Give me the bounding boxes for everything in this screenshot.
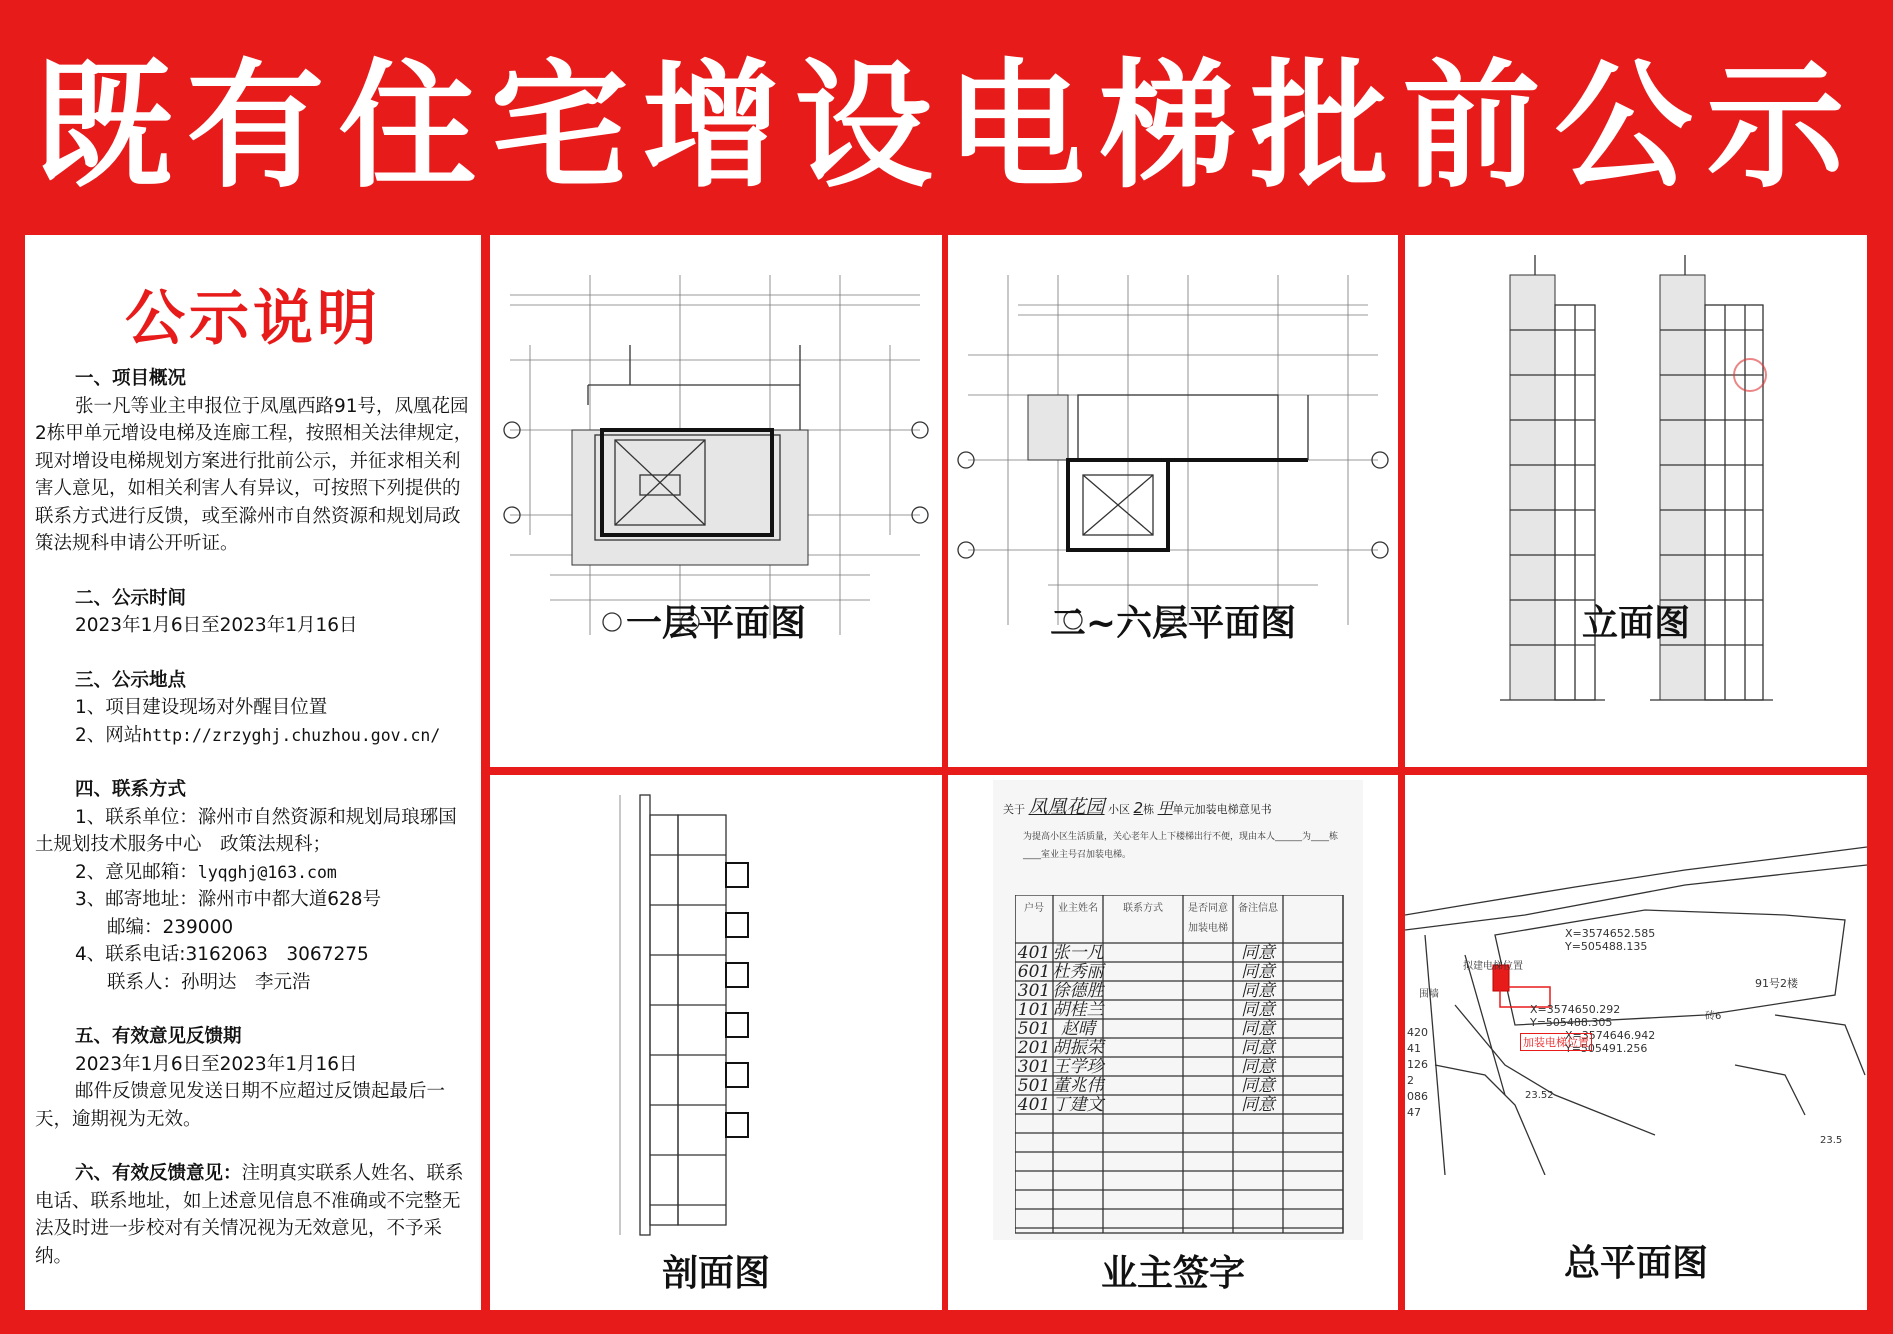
- section-4-title: 四、联系方式: [75, 779, 187, 800]
- sheet-intro: 为提高小区生活质量，关心老年人上下楼梯出行不便，现由本人______为____栋____室业主号召加装电梯。: [1023, 832, 1339, 860]
- edge-label: 086: [1407, 1090, 1428, 1103]
- table-cell: 301: [1017, 1057, 1051, 1077]
- edge-label: 420: [1407, 1026, 1428, 1039]
- email-address[interactable]: lyqghj@163.com: [197, 862, 337, 882]
- email-label: 2、意见邮箱：: [75, 861, 198, 883]
- coord-3-y: Y=505491.256: [1565, 1042, 1648, 1055]
- coord-3-x: X=3574646.942: [1565, 1029, 1656, 1042]
- section-6-body: 注明真实联系人姓名、联系电话、联系地址，如上述意见信息不准确或不完整无法及时进一步校对有关情况视为无效意见，不予采纳。: [35, 1163, 464, 1267]
- table-header-cell-cont: 加装电梯: [1188, 923, 1228, 934]
- table-cell: 401: [1017, 943, 1051, 963]
- table-cell: 同意: [1241, 1095, 1275, 1115]
- sheet-title-mid: 小区: [1108, 803, 1131, 816]
- section-6: [35, 1160, 475, 1270]
- sheet-title: [1003, 792, 1272, 819]
- table-cell: 201: [1017, 1038, 1051, 1058]
- floor1-caption: 一层平面图: [625, 603, 806, 644]
- sheet-building: 2: [1133, 799, 1144, 817]
- table-cell: 同意: [1241, 962, 1275, 982]
- section-3-item-1: 1、项目建设现场对外醒目位置: [75, 697, 328, 718]
- table-cell: 胡桂兰: [1052, 1000, 1104, 1020]
- page-title: 既有住宅增设电梯批前公示: [34, 46, 1859, 207]
- elevation-value-1: 23.52: [1525, 1090, 1554, 1101]
- section-1-body: 张一凡等业主申报位于凤凰西路91号，凤凰花园2栋甲单元增设电梯及连廊工程，按照相关法律规定，现对增设电梯规划方案进行批前公示，并征求相关利害人意见，如相关利害人有异议，可按照下列提供的联系方式进行反馈，或至滁州市自然资源和规划局政策法规科申请公开听证。: [35, 395, 473, 554]
- table-cell: 501: [1017, 1076, 1051, 1096]
- edge-label: 41: [1407, 1042, 1421, 1055]
- edge-label: 47: [1407, 1106, 1421, 1119]
- table-cell: 徐德胜: [1052, 981, 1104, 1001]
- elevation-value-2: 23.5: [1820, 1135, 1843, 1146]
- section-caption: 剖面图: [661, 1253, 770, 1294]
- coord-1: [1565, 927, 1655, 953]
- coord-2: [1530, 1003, 1620, 1029]
- coord-2-y: Y=505488.305: [1530, 1016, 1613, 1029]
- signature-table: [1015, 895, 1345, 1235]
- table-cell: 同意: [1241, 1038, 1275, 1058]
- panel-section: [490, 775, 942, 1310]
- floors-label: 砖6: [1705, 1011, 1722, 1022]
- elevator-location-label: 加装电梯位置: [1520, 1033, 1592, 1051]
- table-cell: 301: [1017, 981, 1051, 1001]
- panel-floor1: [490, 235, 942, 767]
- sheet-title-post: 单元加装电梯意见书: [1172, 803, 1272, 816]
- section-1-title: 一、项目概况: [75, 368, 187, 389]
- table-cell: 杜秀丽: [1052, 962, 1104, 982]
- table-cell: 401: [1017, 1095, 1051, 1115]
- section-4-contacts: 联系人：孙明达 李元浩: [107, 971, 311, 993]
- signatures-caption: 业主签字: [1100, 1253, 1245, 1294]
- proposed-elevator-label: 拟建电梯位置: [1463, 961, 1523, 972]
- table-cell: 同意: [1241, 1000, 1275, 1020]
- panel-elevation: [1405, 235, 1867, 767]
- table-cell: 同意: [1241, 981, 1275, 1001]
- table-cell: 赵晴: [1061, 1019, 1095, 1039]
- building-label: 91号2楼: [1755, 977, 1798, 990]
- section-drawing: [490, 775, 942, 1245]
- sheet-unit: 甲: [1157, 799, 1173, 817]
- section-2-title: 二、公示时间: [75, 587, 187, 609]
- section-4-item-1: 1、联系单位：滁州市自然资源和规划局琅琊国土规划技术服务中心 政策法规科；: [35, 806, 457, 855]
- table-header-cell: 是否同意: [1188, 903, 1228, 914]
- table-cell: 董兆伟: [1052, 1076, 1104, 1096]
- section-5-title: 五、有效意见反馈期: [75, 1026, 242, 1047]
- panel-signatures: [948, 775, 1398, 1310]
- table-cell: 101: [1017, 1000, 1051, 1020]
- edge-label: 126: [1407, 1058, 1428, 1071]
- siteplan-caption: 总平面图: [1563, 1243, 1708, 1284]
- section-4-item-3: 3、邮寄地址：滁州市中都大道628号: [75, 889, 382, 910]
- notice-heading: 公示说明: [125, 284, 381, 354]
- table-cell: 601: [1017, 962, 1051, 982]
- sheet-title-pre: 关于: [1003, 803, 1025, 816]
- section-5-date: 2023年1月6日至2023年1月16日: [75, 1053, 358, 1075]
- table-cell: 同意: [1241, 1019, 1275, 1039]
- table-cell: 王学珍: [1052, 1057, 1104, 1077]
- coord-1-x: X=3574652.585: [1565, 927, 1656, 940]
- table-cell: 同意: [1241, 1076, 1275, 1096]
- sheet-community: 凤凰花园: [1028, 796, 1105, 818]
- notice-body: [35, 365, 475, 1270]
- table-cell: 同意: [1241, 943, 1275, 963]
- table-header-cell: 户号: [1024, 903, 1044, 914]
- floors26-caption: 二~六层平面图: [1049, 603, 1297, 644]
- table-cell: 501: [1017, 1019, 1051, 1039]
- section-6-title: 六、有效反馈意见：: [75, 1163, 242, 1184]
- table-header-cell: 备注信息: [1238, 903, 1278, 914]
- section-5-body: 邮件反馈意见发送日期不应超过反馈起最后一天，逾期视为无效。: [35, 1081, 446, 1130]
- table-cell: 胡振荣: [1052, 1038, 1104, 1058]
- section-4-item-4: 4、联系电话:3162063 3067275: [75, 944, 369, 965]
- website-label: 2、网站: [75, 724, 143, 746]
- edge-label: 2: [1407, 1074, 1414, 1087]
- table-header-cell: 业主姓名: [1058, 903, 1098, 914]
- edge-labels: [1407, 1025, 1428, 1121]
- coord-2-x: X=3574650.292: [1530, 1003, 1621, 1016]
- table-cell: 同意: [1241, 1057, 1275, 1077]
- table-header-cell: 联系方式: [1123, 903, 1163, 914]
- coord-1-y: Y=505488.135: [1565, 940, 1648, 953]
- table-cell: 张一凡: [1052, 943, 1104, 963]
- website-url[interactable]: http://zrzyghj.chuzhou.gov.cn/: [142, 725, 441, 745]
- section-3-title: 三、公示地点: [75, 669, 187, 691]
- signature-sheet: [993, 780, 1363, 1240]
- elevation-caption: 立面图: [1581, 603, 1690, 644]
- section-4-zip: 邮编：239000: [107, 916, 234, 938]
- fence-label: 围墙: [1419, 989, 1439, 1000]
- table-cell: 丁建文: [1052, 1095, 1104, 1115]
- panel-siteplan: [1405, 775, 1867, 1310]
- sheet-building-suffix: 栋: [1143, 803, 1155, 816]
- panel-floors26: [948, 235, 1398, 767]
- notice-panel: [25, 235, 481, 1310]
- section-3-item-2: [35, 722, 475, 750]
- section-4-item-2: [35, 859, 475, 887]
- section-2-body: 2023年1月6日至2023年1月16日: [75, 615, 358, 636]
